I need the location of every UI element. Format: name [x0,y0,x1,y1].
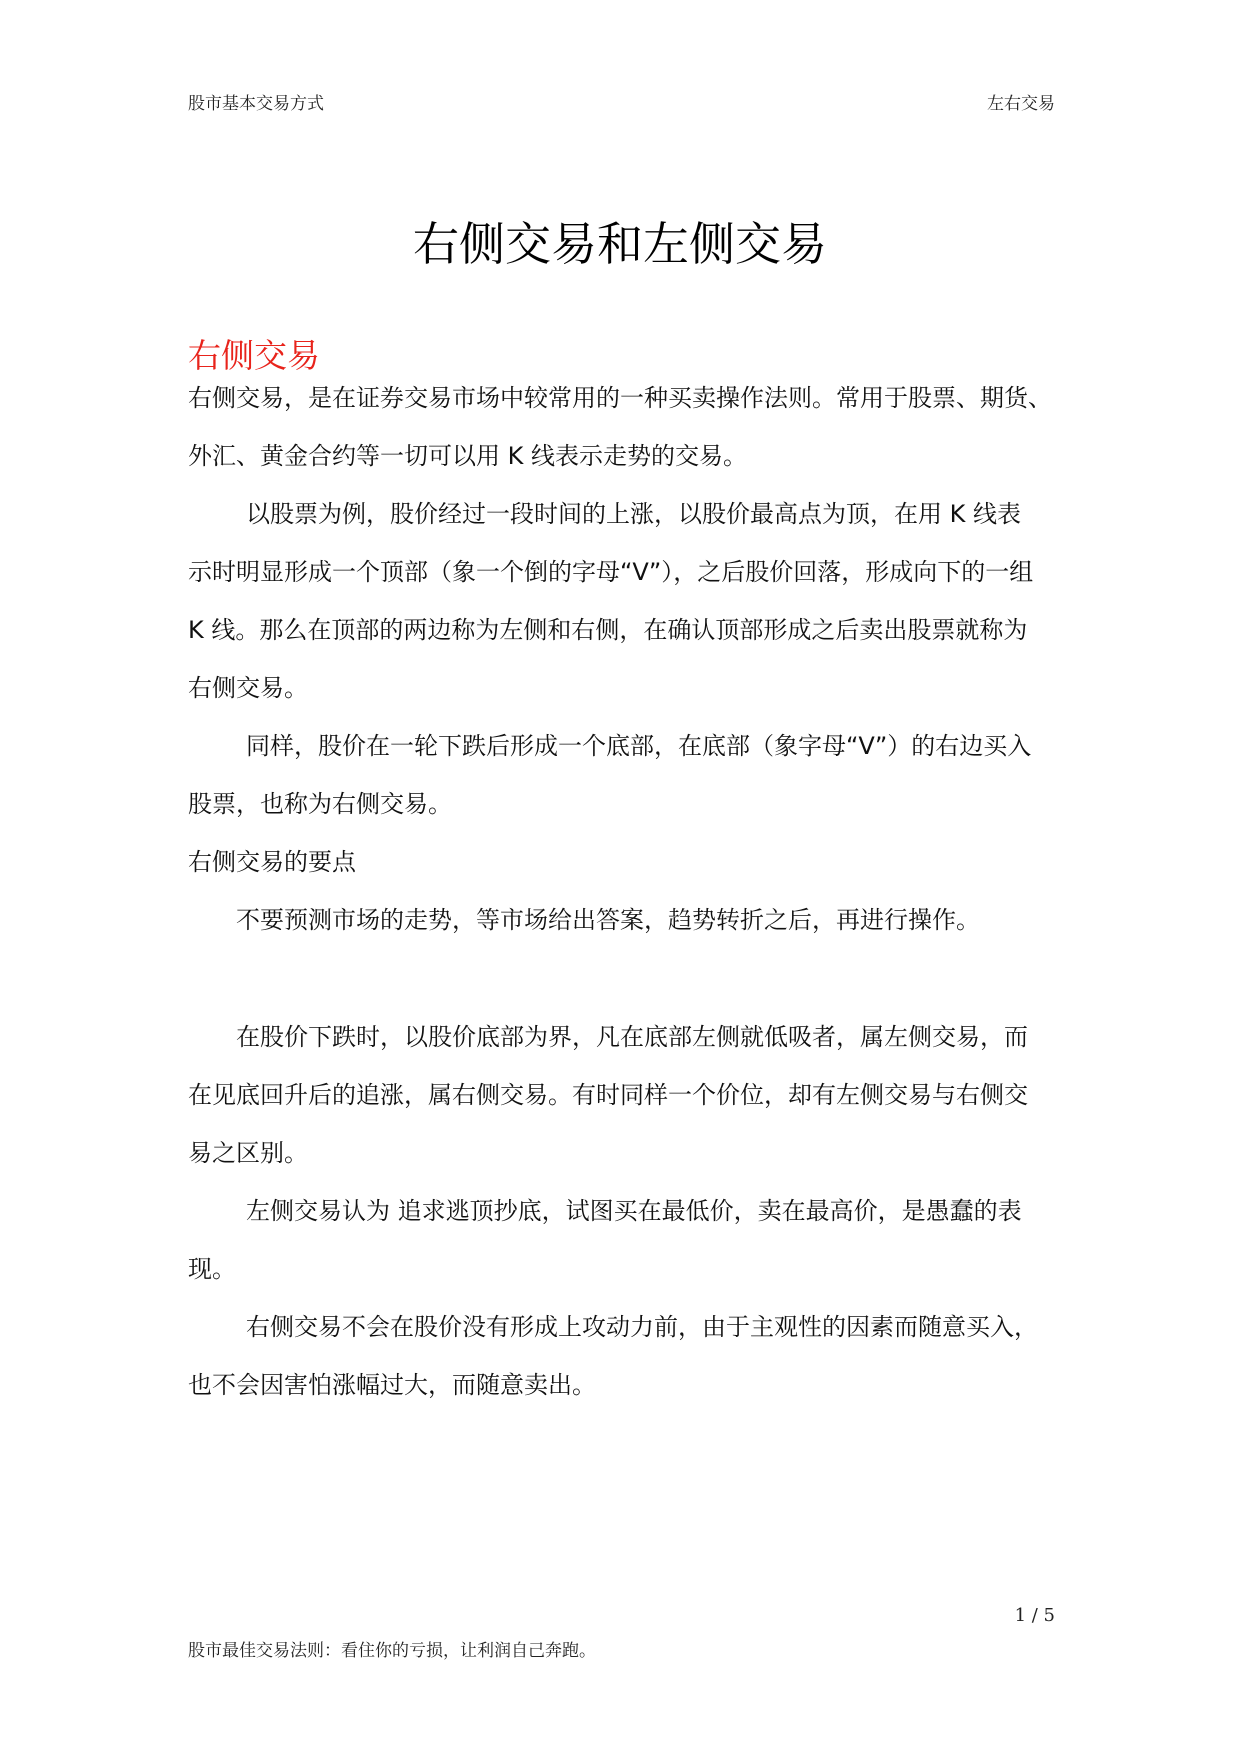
paragraph-line: 在见底回升后的追涨，属右侧交易。有时同样一个价位，却有左侧交易与右侧交 [188,1081,1028,1109]
footer-text: 股市最佳交易法则：看住你的亏损，让利润自己奔跑。 [188,1641,596,1661]
paragraph-line: 外汇、黄金合约等一切可以用 K 线表示走势的交易。 [188,442,747,470]
paragraph-line: 右侧交易，是在证券交易市场中较常用的一种买卖操作法则。常用于股票、期货、 [188,384,1052,412]
paragraph-line: 在股价下跌时，以股价底部为界，凡在底部左侧就低吸者，属左侧交易，而 [236,1023,1028,1051]
header-left-text: 股市基本交易方式 [188,94,324,114]
section-heading: 右侧交易 [188,336,320,375]
paragraph-line: 同样，股价在一轮下跌后形成一个底部，在底部（象字母“V”）的右边买入 [246,732,1032,760]
paragraph-line: 示时明显形成一个顶部（象一个倒的字母“V”），之后股价回落，形成向下的一组 [188,558,1034,586]
page-number: 1 / 5 [1014,1605,1055,1626]
paragraph-line: 现。 [188,1255,236,1283]
document-title: 右侧交易和左侧交易 [413,217,827,271]
paragraph-line: 右侧交易不会在股价没有形成上攻动力前，由于主观性的因素而随意买入， [246,1313,1038,1341]
paragraph-line: 股票，也称为右侧交易。 [188,790,452,818]
paragraph-line: 易之区别。 [188,1139,308,1167]
paragraph-line: 左侧交易认为 追求逃顶抄底，试图买在最低价，卖在最高价，是愚蠢的表 [246,1197,1022,1225]
header-right-text: 左右交易 [987,94,1055,114]
paragraph-line: 不要预测市场的走势，等市场给出答案，趋势转折之后，再进行操作。 [236,906,980,934]
paragraph-line: K 线。那么在顶部的两边称为左侧和右侧，在确认顶部形成之后卖出股票就称为 [188,616,1028,644]
paragraph-line: 右侧交易。 [188,674,308,702]
paragraph-line: 以股票为例，股价经过一段时间的上涨，以股价最高点为顶，在用 K 线表 [246,500,1021,528]
paragraph-line: 也不会因害怕涨幅过大，而随意卖出。 [188,1371,596,1399]
subheading-line: 右侧交易的要点 [188,848,356,876]
